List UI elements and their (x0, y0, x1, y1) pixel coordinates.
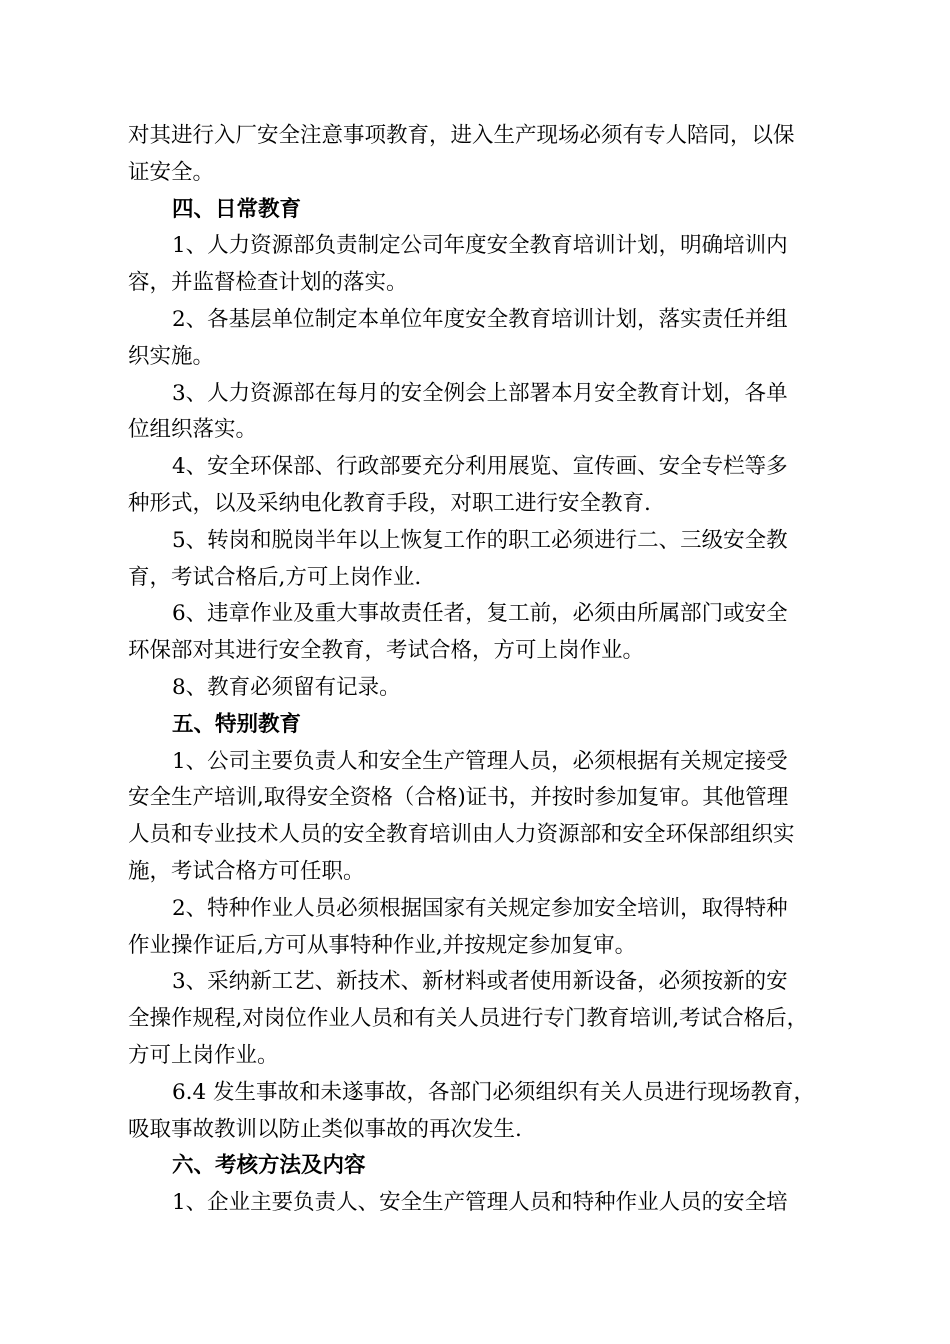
paragraph-line: 6.4 发生事故和未遂事故，各部门必须组织有关人员进行现场教育， (172, 1079, 816, 1105)
paragraph-line: 全操作规程,对岗位作业人员和有关人员进行专门教育培训,考试合格后， (128, 1006, 809, 1032)
paragraph-line: 4、安全环保部、行政部要充分利用展览、宣传画、安全专栏等多 (172, 454, 788, 480)
section-heading-assessment: 六、考核方法及内容 (172, 1153, 366, 1179)
paragraph-line: 1、人力资源部负责制定公司年度安全教育培训计划，明确培训内 (172, 233, 788, 259)
section-heading-daily-education: 四、日常教育 (172, 196, 302, 222)
paragraph-line: 育，考试合格后,方可上岗作业. (128, 564, 422, 590)
document-page (128, 118, 828, 1222)
paragraph-line: 种形式，以及采纳电化教育手段，对职工进行安全教育. (128, 490, 651, 516)
paragraph-line: 2、各基层单位制定本单位年度安全教育培训计划，落实责任并组 (172, 306, 788, 332)
paragraph-line: 3、采纳新工艺、新技术、新材料或者使用新设备，必须按新的安 (172, 969, 788, 995)
section-heading-special-education: 五、特别教育 (172, 711, 302, 737)
paragraph-line: 8、教育必须留有记录。 (172, 674, 401, 700)
paragraph-line: 吸取事故教训以防止类似事故的再次发生. (128, 1116, 522, 1142)
paragraph-line: 方可上岗作业。 (128, 1042, 279, 1068)
paragraph-line: 3、人力资源部在每月的安全例会上部署本月安全教育计划，各单 (172, 380, 788, 406)
paragraph-line: 2、特种作业人员必须根据国家有关规定参加安全培训，取得特种 (172, 895, 788, 921)
paragraph-line: 作业操作证后,方可从事特种作业,并按规定参加复审。 (128, 932, 637, 958)
paragraph-line: 人员和专业技术人员的安全教育培训由人力资源部和安全环保部组织实 (128, 822, 795, 848)
paragraph-line: 证安全。 (128, 159, 215, 185)
paragraph-line: 环保部对其进行安全教育，考试合格，方可上岗作业。 (128, 638, 645, 664)
paragraph-line: 容，并监督检查计划的落实。 (128, 270, 408, 296)
paragraph-line: 1、企业主要负责人、安全生产管理人员和特种作业人员的安全培 (172, 1190, 788, 1216)
paragraph-line: 5、转岗和脱岗半年以上恢复工作的职工必须进行二、三级安全教 (172, 527, 788, 553)
paragraph-line: 对其进行入厂安全注意事项教育，进入生产现场必须有专人陪同，以保 (128, 123, 795, 148)
paragraph-line: 6、违章作业及重大事故责任者，复工前，必须由所属部门或安全 (172, 601, 788, 627)
paragraph-line: 安全生产培训,取得安全资格（合格)证书，并按时参加复审。其他管理 (128, 785, 789, 811)
paragraph-line: 1、公司主要负责人和安全生产管理人员，必须根据有关规定接受 (172, 748, 788, 774)
paragraph-line: 施，考试合格方可任职。 (128, 858, 365, 884)
paragraph-line: 位组织落实。 (128, 417, 258, 443)
paragraph-line: 织实施。 (128, 343, 215, 369)
